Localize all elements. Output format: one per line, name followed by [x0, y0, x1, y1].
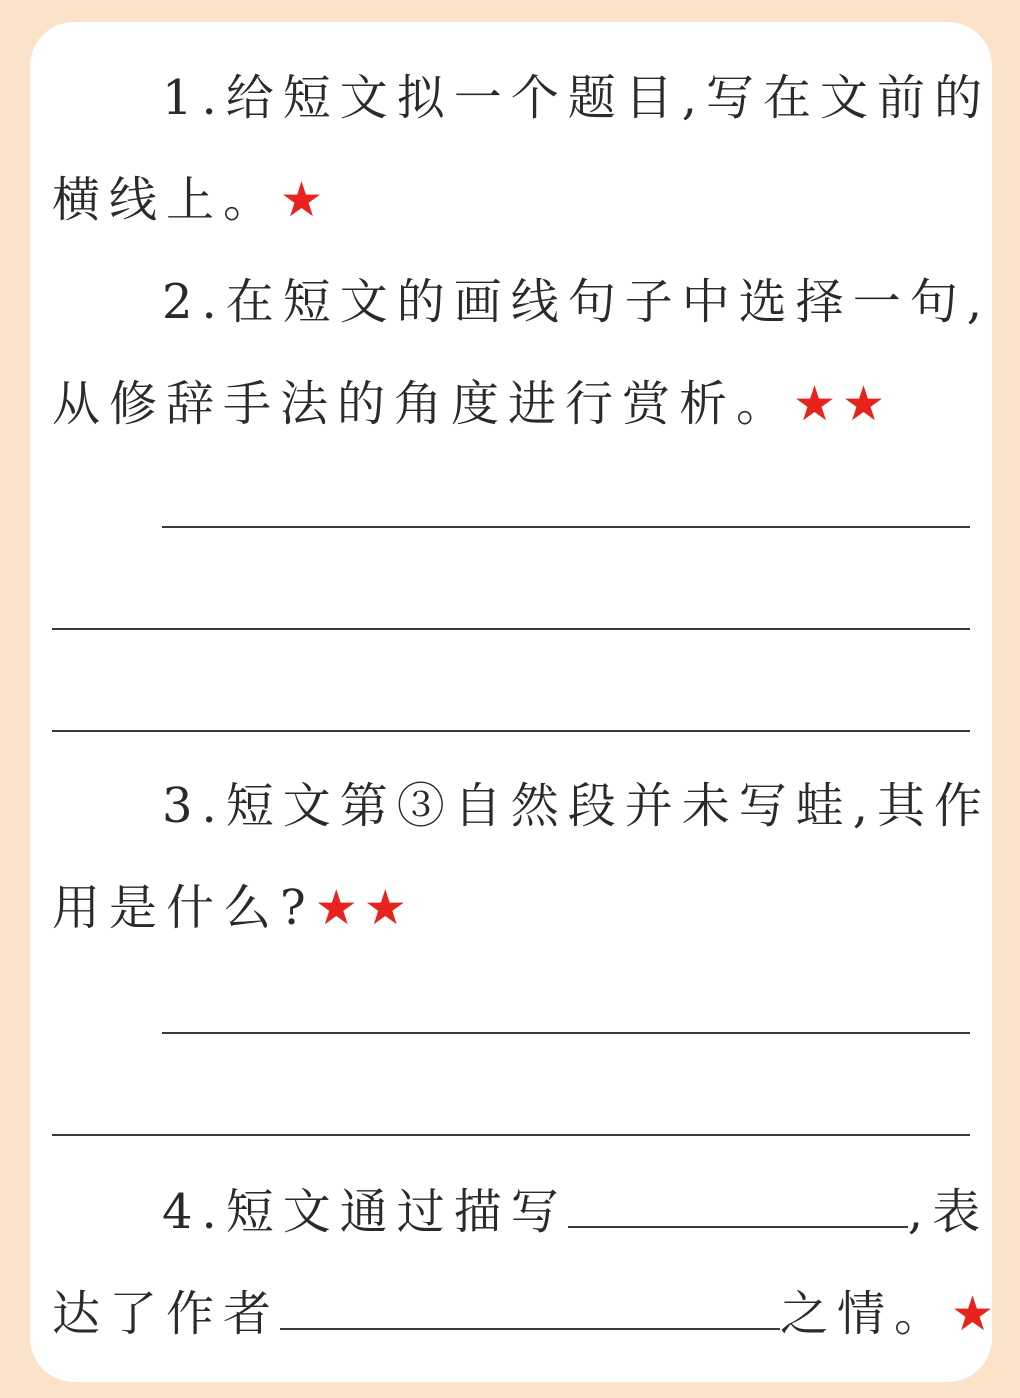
question-4-line2-prefix: 达了作者 [52, 1286, 281, 1342]
answer-line[interactable] [162, 1032, 970, 1034]
question-1-text: 横线上。 [52, 172, 281, 228]
question-2-line-2 [52, 374, 891, 434]
difficulty-star-icon: ★ [280, 172, 330, 228]
answer-line[interactable] [52, 730, 970, 732]
answer-line[interactable] [162, 526, 970, 528]
question-3-text: 用是什么? [52, 880, 315, 936]
question-2-text: 从修辞手法的角度进行赏析。 [52, 376, 794, 432]
question-4-prefix: 4.短文通过描写 [162, 1184, 568, 1240]
fill-in-blank[interactable] [280, 1288, 780, 1330]
difficulty-star-icon: ★ [951, 1286, 1001, 1342]
question-4-line2-suffix: 之情。 [780, 1286, 952, 1342]
answer-line[interactable] [52, 628, 970, 630]
question-4-line-1 [162, 1182, 989, 1242]
fill-in-blank[interactable] [568, 1186, 908, 1228]
question-4-suffix: ,表 [907, 1184, 990, 1240]
difficulty-star-icon: ★★ [314, 880, 413, 936]
question-3-line-2 [52, 878, 413, 938]
question-3-line-1: 3.短文第③自然段并未写蛙,其作 [162, 778, 992, 834]
question-1-line-1: 1.给短文拟一个题目,写在文前的 [162, 70, 992, 126]
question-4-line-2 [52, 1284, 1000, 1344]
difficulty-star-icon: ★★ [793, 376, 892, 432]
question-1-line-2 [52, 170, 329, 230]
question-2-line-1: 2.在短文的画线句子中选择一句, [162, 274, 992, 330]
answer-line[interactable] [52, 1134, 970, 1136]
